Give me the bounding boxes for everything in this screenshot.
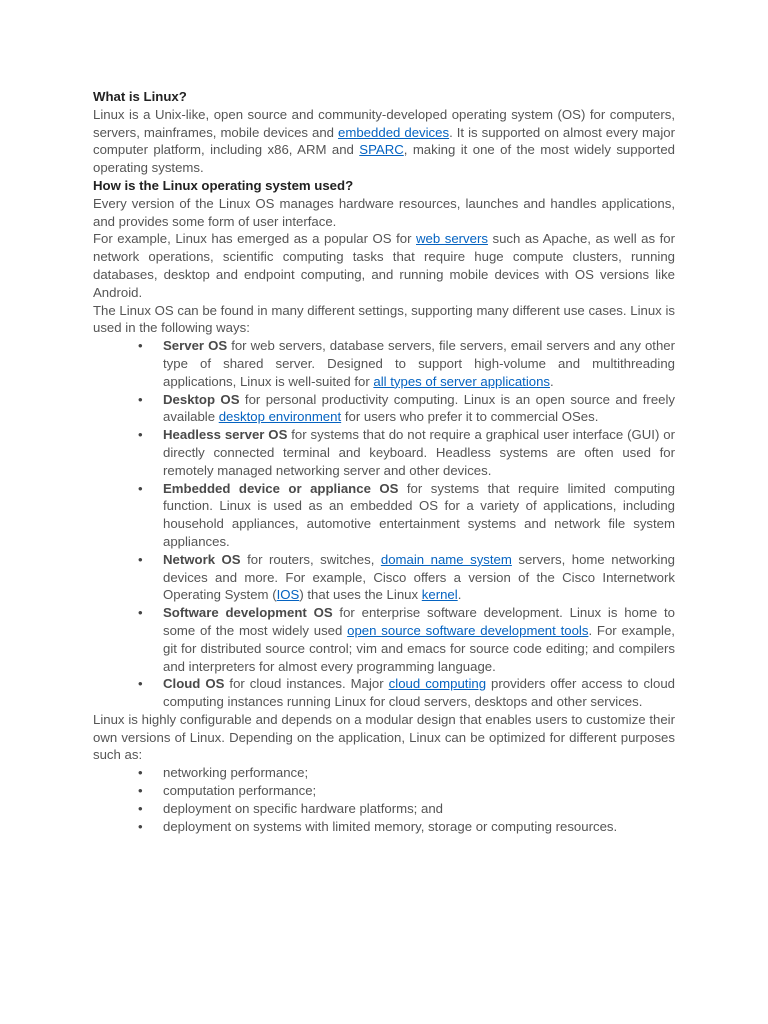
document-body	[93, 88, 675, 835]
text: providers offer access to cloud computing instances running Linux for cloud servers, desktops and other services.	[163, 676, 675, 710]
text: such as Apache, as well as for network operations, scientific computing tasks that require huge compute clusters, running databases, desktop and endpoint computing, and running mobile devices with OS versions like Android.	[93, 231, 676, 300]
link-domain-name-system[interactable]: domain name system	[380, 551, 512, 567]
text: for personal productivity computing. Linux is an open source and freely available	[163, 391, 676, 425]
term: Embedded device or appliance OS	[163, 480, 399, 496]
list-item-server-os	[163, 337, 675, 390]
link-embedded-devices[interactable]: embedded devices	[338, 124, 450, 140]
text: for cloud instances. Major	[224, 676, 389, 692]
text: ) that uses the Linux	[299, 587, 422, 603]
link-ios[interactable]: IOS	[276, 587, 300, 603]
text: for systems that do not require a graphical user interface (GUI) or directly connected terminal and keyboard. Headless systems are often used for remotely managed networking server and other devices.	[163, 427, 675, 478]
text: for routers, switches,	[240, 551, 381, 567]
list-item-embedded-os	[163, 480, 675, 551]
paragraph-every-version: Every version of the Linux OS manages hardware resources, launches and handles applications, and provides some form of user interface.	[93, 195, 675, 229]
heading-what-is-linux: What is Linux?	[93, 89, 187, 104]
link-kernel[interactable]: kernel	[421, 587, 458, 603]
text: for web servers, database servers, file servers, email servers and any other type of shared server. Designed to support high-volume and multithreading applications, Linux is well-suited for	[163, 338, 675, 389]
link-open-source-tools[interactable]: open source software development tools	[347, 622, 589, 638]
list-item-cloud-os	[163, 675, 675, 711]
text: for enterprise software development. Linux is home to some of the most widely used	[163, 605, 675, 638]
text: for systems that require limited computing function. Linux is used as an embedded OS for a variety of applications, including household appliances, automotive entertainment systems and network file system appliances.	[163, 480, 675, 549]
text: For example, Linux has emerged as a popular OS for	[93, 231, 417, 247]
paragraph-settings: The Linux OS can be found in many different settings, supporting many different use cases. Linux is used in the following ways:	[93, 302, 675, 336]
term: Headless server OS	[163, 427, 288, 443]
term: Network OS	[163, 551, 241, 567]
link-server-applications[interactable]: all types of server applications	[373, 373, 551, 389]
list-item: • computation performance;	[163, 782, 675, 800]
list-item-network-os	[163, 551, 675, 604]
list-item-software-development-os	[163, 604, 675, 675]
link-desktop-environment[interactable]: desktop environment	[218, 409, 342, 425]
text: . For example, git for distributed source control; vim and emacs for source code editing; and compilers and interpreters for almost every programming language.	[163, 622, 675, 674]
list-item: • deployment on systems with limited memory, storage or computing resources.	[163, 818, 675, 836]
paragraph-configurable: Linux is highly configurable and depends on a modular design that enables users to customize their own versions of Linux. Depending on the application, Linux can be optimized for different purposes such as:	[93, 711, 675, 763]
link-sparc[interactable]: SPARC	[359, 142, 404, 158]
text: .	[550, 373, 554, 389]
text: for users who prefer it to commercial OSes.	[341, 409, 599, 425]
list-item: • deployment on specific hardware platforms; and	[163, 800, 675, 818]
term: Cloud OS	[163, 676, 225, 692]
term: Software development OS	[163, 605, 333, 621]
text: . It is supported on almost every major computer platform, including x86, ARM and	[93, 124, 675, 158]
list-item-desktop-os	[163, 391, 675, 427]
uses-list	[93, 337, 675, 711]
link-cloud-computing[interactable]: cloud computing	[388, 676, 487, 692]
paragraph-intro	[93, 106, 675, 177]
text: servers, home networking devices and more. For example, Cisco offers a version of the Cisco Internetwork Operating System (	[163, 551, 676, 603]
link-web-servers[interactable]: web servers	[416, 231, 488, 247]
text: .	[457, 587, 462, 603]
text: Linux is a Unix-like, open source and community-developed operating system (OS) for computers, servers, mainframes, mobile devices and	[93, 106, 675, 140]
term: Desktop OS	[163, 391, 240, 407]
purposes-list	[93, 764, 675, 835]
paragraph-for-example	[93, 230, 675, 301]
heading-how-used: How is the Linux operating system used?	[93, 177, 354, 193]
text: , making it one of the most widely supported operating systems.	[93, 142, 675, 176]
list-item: • networking performance;	[163, 764, 675, 782]
list-item-headless-server-os	[163, 426, 675, 479]
term: Server OS	[163, 338, 228, 354]
